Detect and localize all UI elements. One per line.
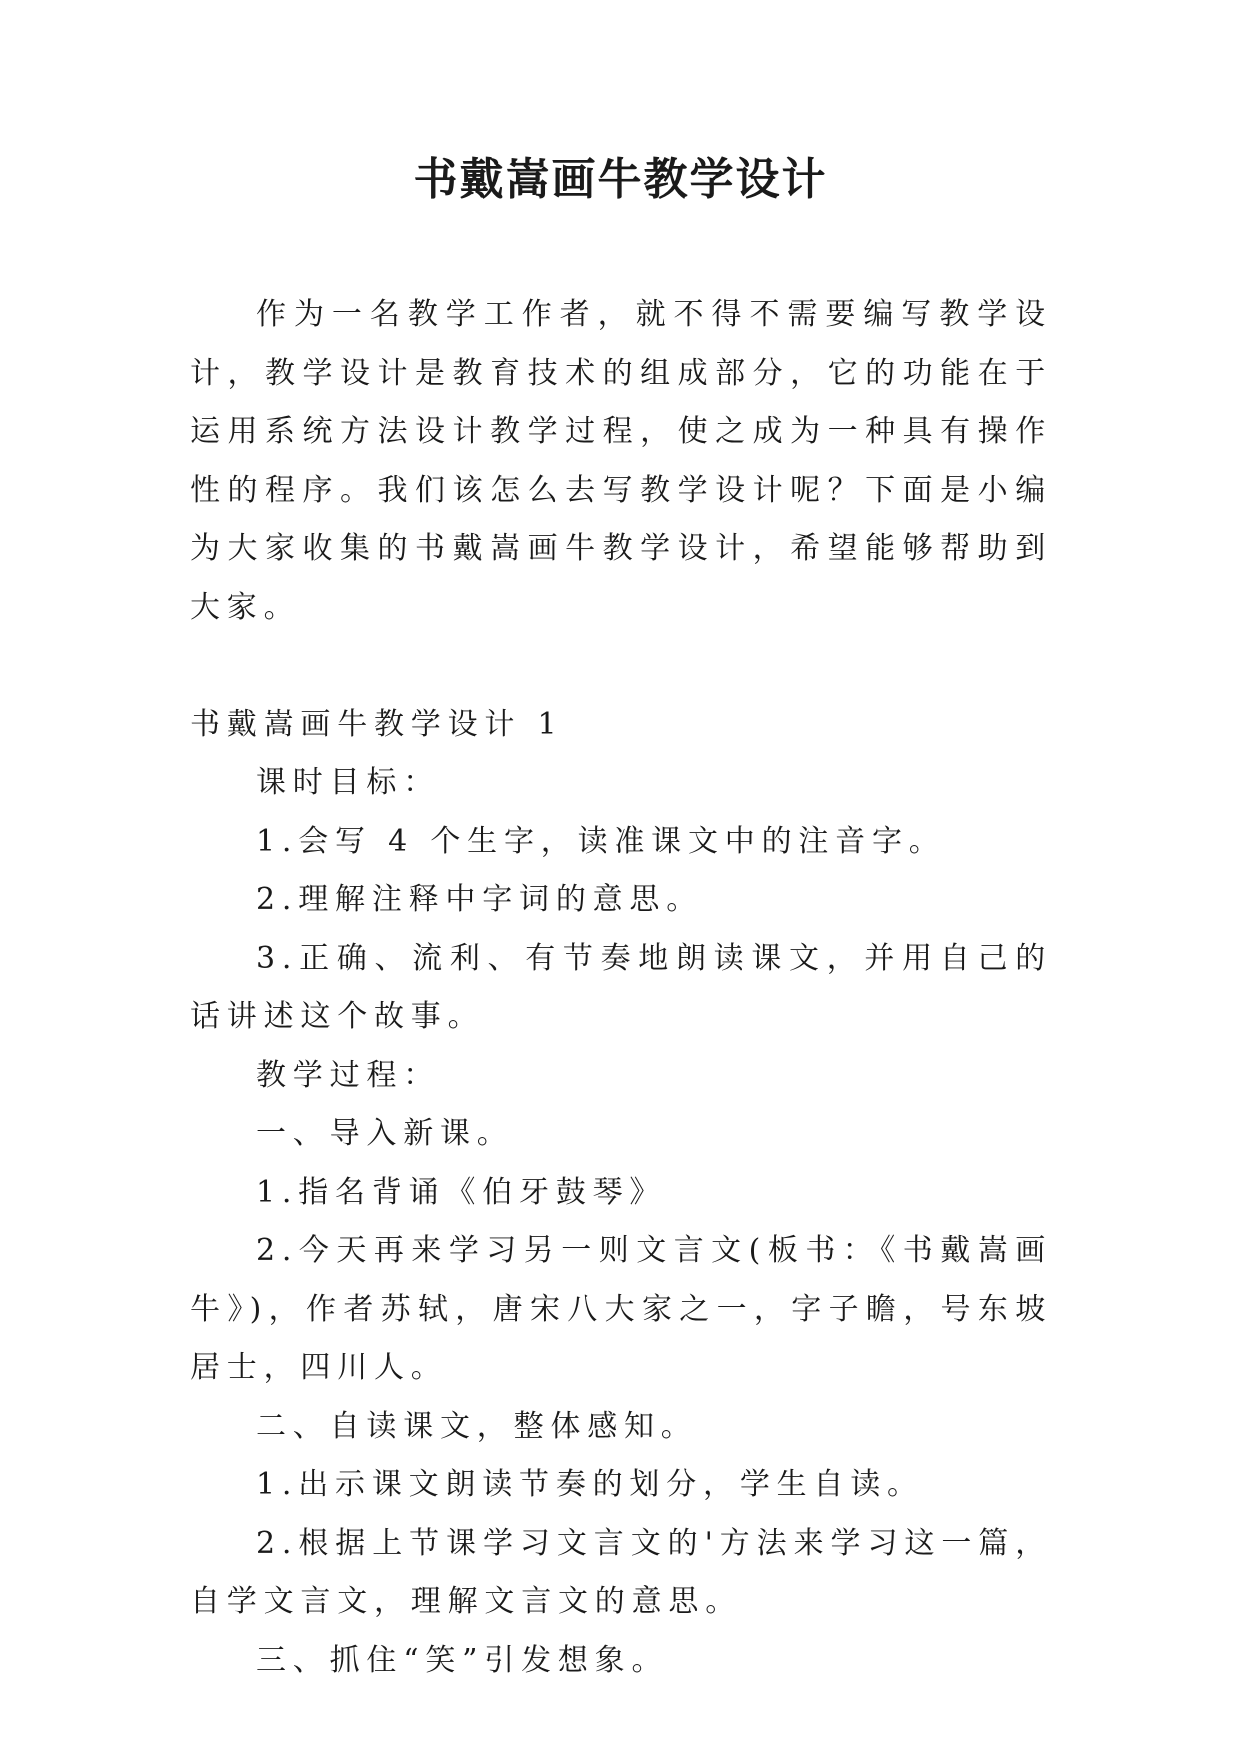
section-heading: 书戴嵩画牛教学设计 1 [190, 706, 564, 742]
paragraph-step-1: 一、导入新课。 [256, 1116, 514, 1151]
paragraph-step-2-1: 1.出示课文朗读节奏的划分，学生自读。 [256, 1467, 924, 1502]
intro-paragraph: 作为一名教学工作者，就不得不需要编写教学设计，教学设计是教育技术的组成部分，它的功能在于运用系统方法设计教学过程，使之成为一种具有操作性的程序。我们该怎么去写教学设计呢？下面是小编为大家收集的书戴嵩画牛教学设计，希望能够帮助到大家。 [190, 297, 1052, 625]
document-body [190, 286, 1052, 1690]
paragraph-goal-2: 2.理解注释中字词的意思。 [256, 882, 704, 917]
paragraph-goal-3: 3.正确、流利、有节奏地朗读课文，并用自己的话讲述这个故事。 [190, 940, 1052, 1034]
paragraph-teaching-process: 教学过程： [256, 1057, 440, 1093]
paragraph-step-2-2: 2.根据上节课学习文言文的'方法来学习这一篇，自学文言文，理解文言文的意思。 [190, 1525, 1052, 1619]
paragraph-step-1-2: 2.今天再来学习另一则文言文(板书：《书戴嵩画牛》)，作者苏轼，唐宋八大家之一，字子瞻，号东坡居士，四川人。 [190, 1233, 1052, 1385]
paragraph-step-2: 二、自读课文，整体感知。 [256, 1408, 698, 1444]
paragraph-step-3: 三、抓住“笑”引发想象。 [256, 1642, 669, 1678]
paragraph-step-1-1: 1.指名背诵《伯牙鼓琴》 [256, 1174, 667, 1210]
paragraph-lesson-goals: 课时目标： [256, 765, 440, 800]
document-title: 书戴嵩画牛教学设计 [413, 154, 828, 205]
paragraph-goal-1: 1.会写 4 个生字，读准课文中的注音字。 [256, 823, 946, 859]
